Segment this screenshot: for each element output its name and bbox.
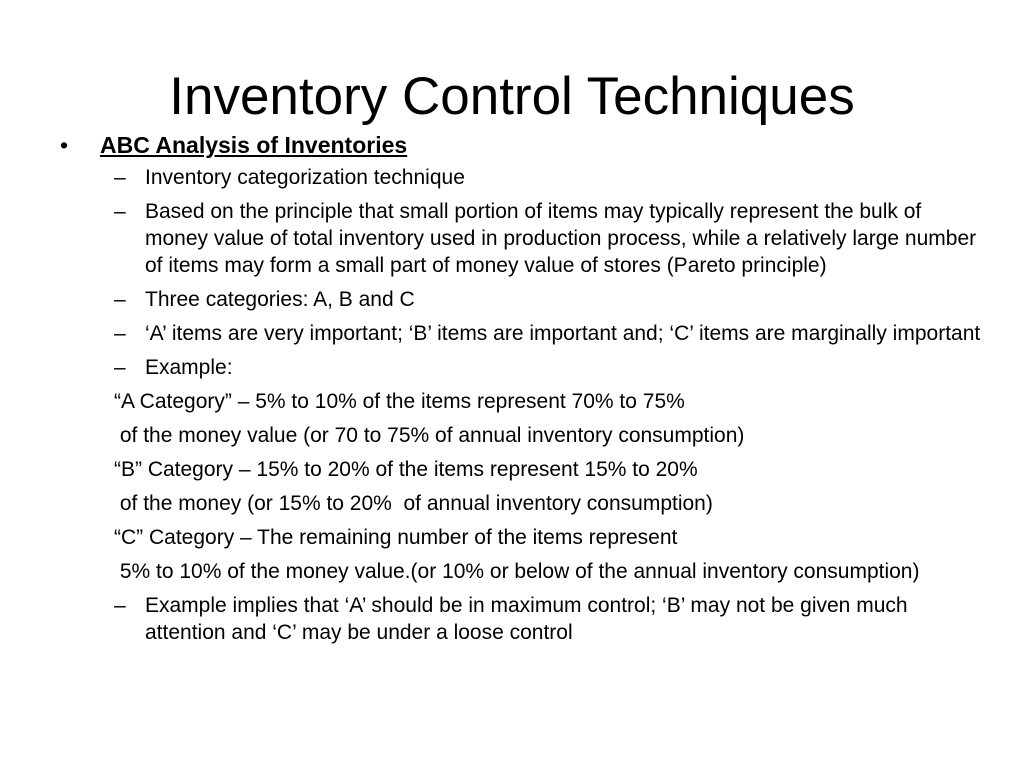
category-b-line-1: “B” Category – 15% to 20% of the items represent 15% to 20% [114, 458, 698, 481]
category-b-line-2: of the money (or 15% to 20% of annual inventory consumption) [114, 492, 713, 515]
section-heading: ABC Analysis of Inventories [100, 132, 408, 158]
dash-icon: – [114, 594, 126, 617]
bullet-icon: • [60, 132, 69, 158]
sub-item-text: Example: [145, 356, 233, 379]
slide-title: Inventory Control Techniques [169, 67, 855, 126]
sub-item-example [58, 354, 988, 381]
bullet-item-abc-analysis [58, 130, 988, 160]
sub-item-importance [58, 320, 988, 347]
category-c-line-1: “C” Category – The remaining number of the items represent [114, 526, 678, 549]
category-a-line-2: of the money value (or 70 to 75% of annual inventory consumption) [114, 424, 745, 447]
sub-item-text: Example implies that ‘A’ should be in maximum control; ‘B’ may not be given much attention and ‘C’ may be under a loose control [145, 594, 908, 644]
category-c-line-2: 5% to 10% of the money value.(or 10% or below of the annual inventory consumption) [114, 560, 920, 583]
sub-item-implication [58, 592, 988, 646]
sub-item-text: Based on the principle that small portion of items may typically represent the bulk of money value of total inventory used in production process, while a relatively large number of items may form a small part of money value of stores (Pareto principle) [145, 200, 977, 277]
sub-item-categories [58, 286, 988, 313]
sub-item-text: ‘A’ items are very important; ‘B’ items are important and; ‘C’ items are marginally important [145, 322, 981, 345]
dash-icon: – [114, 356, 126, 379]
sub-item-principle [58, 198, 988, 279]
sub-item-text: Inventory categorization technique [145, 166, 465, 189]
sub-item-categorization [58, 164, 988, 191]
slide-body [58, 130, 988, 653]
dash-icon: – [114, 200, 126, 223]
dash-icon: – [114, 288, 126, 311]
category-a-line-1: “A Category” – 5% to 10% of the items represent 70% to 75% [114, 390, 685, 413]
dash-icon: – [114, 322, 126, 345]
dash-icon: – [114, 166, 126, 189]
sub-item-text: Three categories: A, B and C [145, 288, 415, 311]
